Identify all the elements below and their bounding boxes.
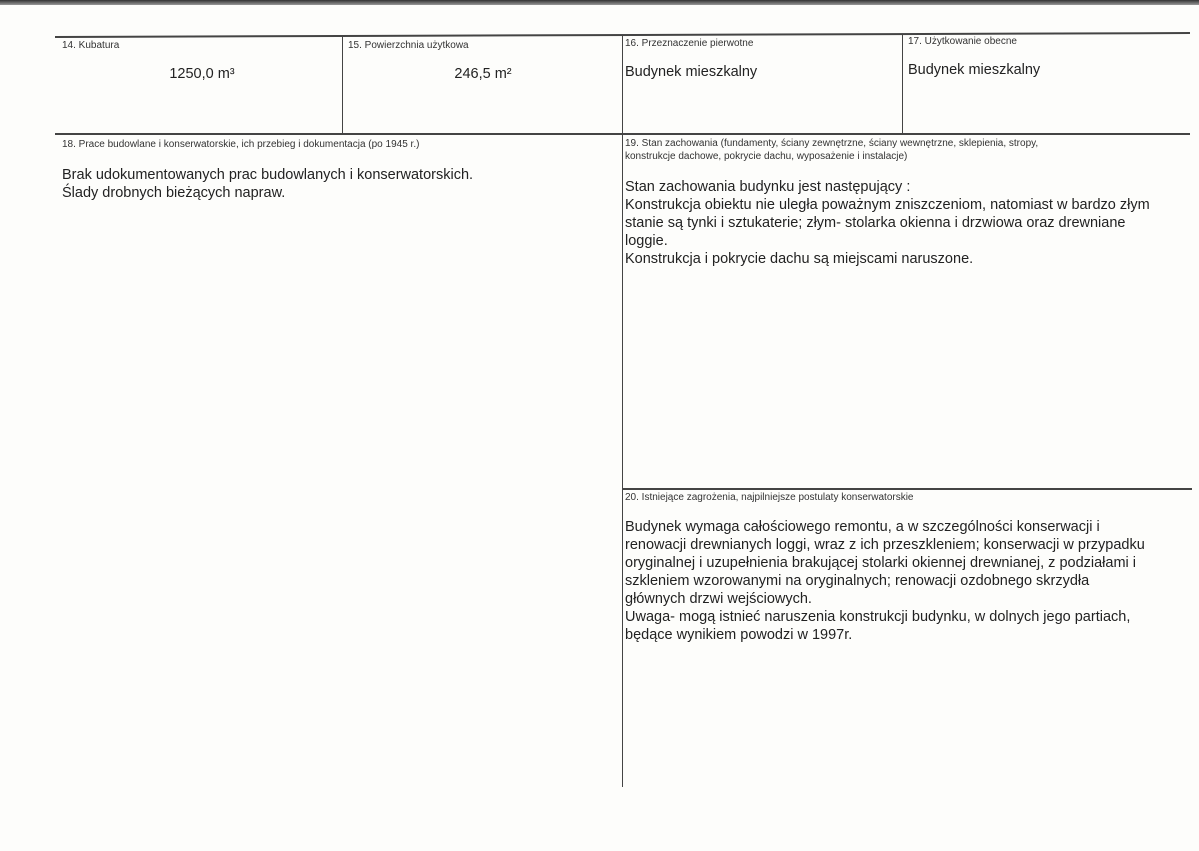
col-divider-3 xyxy=(902,34,903,134)
field-15-value: 246,5 m² xyxy=(454,66,512,82)
col-divider-2 xyxy=(622,35,623,787)
text-line: Konstrukcja obiektu nie uległa poważnym zniszczeniom, natomiast w bardzo złym xyxy=(625,197,1150,213)
text-line: Brak udokumentowanych prac budowlanych i konserwatorskich. xyxy=(62,167,474,183)
col-divider-1 xyxy=(342,36,343,134)
text-line: Stan zachowania budynku jest następujący : xyxy=(625,179,911,195)
label-line: 19. Stan zachowania (fundamenty, ściany zewnętrzne, ściany wewnętrzne, sklepienia, stropy, xyxy=(625,138,1039,149)
field-16-label: 16. Przeznaczenie pierwotne xyxy=(625,38,754,49)
label-line: konstrukcje dachowe, pokrycie dachu, wyposażenie i instalacje) xyxy=(625,151,908,162)
text-line: Konstrukcja i pokrycie dachu są miejscami naruszone. xyxy=(625,251,974,267)
field-18-label: 18. Prace budowlane i konserwatorskie, ich przebieg i dokumentacja (po 1945 r.) xyxy=(62,139,420,150)
text-line: będące wynikiem powodzi w 1997r. xyxy=(625,627,853,643)
text-line: Uwaga- mogą istnieć naruszenia konstrukcji budynku, w dolnych jego partiach, xyxy=(625,609,1131,625)
text-line: renowacji drewnianych loggi, wraz z ich przeszkleniem; konserwacji w przypadku xyxy=(625,537,1145,553)
text-line: Ślady drobnych bieżących napraw. xyxy=(62,185,286,201)
text-line: stanie są tynki i sztukaterie; złym- stolarka okienna i drzwiowa oraz drewniane xyxy=(625,215,1126,231)
field-16-value: Budynek mieszkalny xyxy=(625,64,758,80)
text-line: głównych drzwi wejściowych. xyxy=(625,591,812,607)
field-17-value: Budynek mieszkalny xyxy=(908,62,1041,78)
field-14-value: 1250,0 m³ xyxy=(169,66,235,82)
section-20-divider xyxy=(622,488,1192,490)
field-15-label: 15. Powierzchnia użytkowa xyxy=(348,40,469,51)
field-19-text xyxy=(625,178,1150,268)
field-17-label: 17. Użytkowanie obecne xyxy=(908,36,1017,47)
field-18-text xyxy=(62,166,473,202)
field-20-label: 20. Istniejące zagrożenia, najpilniejsze postulaty konserwatorskie xyxy=(625,492,914,503)
field-20-text xyxy=(625,518,1145,644)
text-line: loggie. xyxy=(625,233,668,249)
field-14-label: 14. Kubatura xyxy=(62,40,120,51)
scan-edge xyxy=(0,0,1199,5)
text-line: Budynek wymaga całościowego remontu, a w szczególności konserwacji i xyxy=(625,519,1100,535)
text-line: szkleniem wzorowanymi na oryginalnych; renowacji ozdobnego skrzydła xyxy=(625,573,1090,589)
text-line: oryginalnej i uzupełnienia brakującej stolarki okiennej drewnianej, z podziałami i xyxy=(625,555,1137,571)
field-19-label xyxy=(625,137,1038,163)
